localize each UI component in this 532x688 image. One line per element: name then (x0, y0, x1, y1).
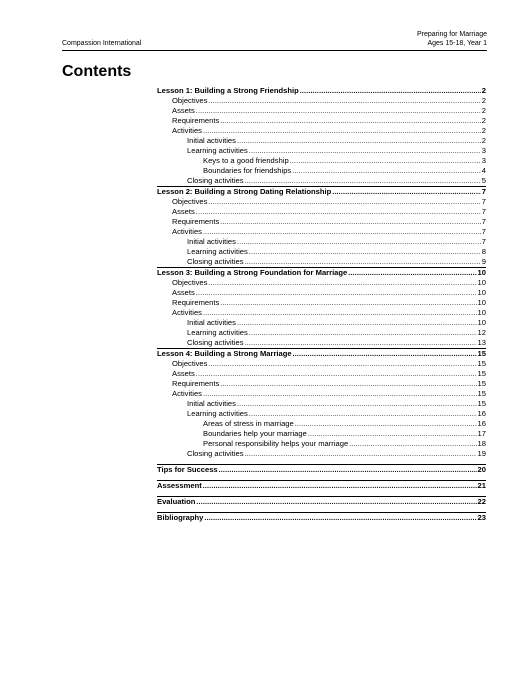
toc-entry-title: Learning activities (187, 409, 248, 418)
toc-page-number: 2 (481, 136, 486, 145)
toc-entry[interactable] (157, 308, 486, 318)
toc-page-number: 15 (477, 389, 486, 398)
toc-page-number: 10 (477, 268, 486, 277)
toc-entry-section[interactable] (157, 348, 486, 359)
toc-leader-dots (292, 167, 481, 176)
toc-entry-title: Objectives (172, 96, 208, 105)
toc-entry[interactable] (157, 369, 486, 379)
toc-page-number: 21 (477, 481, 486, 490)
toc-page-number: 23 (477, 513, 486, 522)
toc-entry-title: Learning activities (187, 247, 248, 256)
toc-entry[interactable] (157, 359, 486, 369)
toc-entry[interactable] (157, 237, 486, 247)
toc-page-number: 12 (477, 328, 486, 337)
toc-leader-dots (196, 289, 477, 298)
toc-leader-dots (203, 390, 477, 399)
toc-entry-section[interactable] (157, 86, 486, 96)
toc-entry[interactable] (157, 429, 486, 439)
toc-entry-title: Closing activities (187, 338, 244, 347)
toc-entry[interactable] (157, 146, 486, 156)
toc-page-number: 15 (477, 379, 486, 388)
toc-entry-title: Assessment (157, 481, 202, 490)
toc-leader-dots (348, 269, 476, 278)
toc-page-number: 19 (477, 449, 486, 458)
toc-page-number: 3 (481, 146, 486, 155)
toc-page-number: 16 (477, 419, 486, 428)
toc-leader-dots (220, 117, 480, 126)
table-of-contents (157, 86, 486, 523)
toc-entry-section[interactable] (157, 464, 486, 475)
header-rule (62, 50, 487, 51)
toc-leader-dots (208, 97, 480, 106)
toc-leader-dots (300, 87, 481, 96)
toc-entry-title: Initial activities (187, 399, 236, 408)
toc-entry-title: Assets (172, 207, 195, 216)
toc-entry[interactable] (157, 116, 486, 126)
toc-page-number: 3 (481, 156, 486, 165)
toc-leader-dots (332, 188, 481, 197)
toc-entry-title: Initial activities (187, 237, 236, 246)
toc-leader-dots (220, 380, 476, 389)
toc-entry[interactable] (157, 439, 486, 449)
toc-page-number: 18 (477, 439, 486, 448)
toc-entry-title: Activities (172, 227, 202, 236)
header-course-info (417, 31, 487, 48)
toc-page-number: 10 (477, 288, 486, 297)
toc-leader-dots (249, 329, 477, 338)
toc-leader-dots (204, 514, 476, 523)
toc-entry-title: Learning activities (187, 146, 248, 155)
toc-entry-title: Lesson 3: Building a Strong Foundation for Marriage (157, 268, 348, 277)
toc-page-number: 2 (481, 126, 486, 135)
toc-entry[interactable] (157, 298, 486, 308)
toc-entry-title: Lesson 2: Building a Strong Dating Relationship (157, 187, 332, 196)
toc-entry[interactable] (157, 227, 486, 237)
toc-leader-dots (290, 157, 481, 166)
toc-leader-dots (208, 279, 476, 288)
toc-entry[interactable] (157, 197, 486, 207)
toc-leader-dots (203, 309, 477, 318)
toc-leader-dots (203, 228, 481, 237)
toc-entry-section[interactable] (157, 480, 486, 491)
toc-leader-dots (220, 299, 476, 308)
toc-leader-dots (249, 147, 481, 156)
toc-page-number: 17 (477, 429, 486, 438)
toc-page-number: 8 (481, 247, 486, 256)
toc-page-number: 7 (481, 227, 486, 236)
toc-entry[interactable] (157, 389, 486, 399)
toc-entry[interactable] (157, 328, 486, 338)
toc-entry[interactable] (157, 106, 486, 116)
toc-leader-dots (237, 400, 477, 409)
toc-page-number: 22 (477, 497, 486, 506)
toc-entry[interactable] (157, 96, 486, 106)
toc-page-number: 7 (481, 217, 486, 226)
toc-entry-title: Closing activities (187, 449, 244, 458)
toc-page-number: 15 (477, 349, 486, 358)
toc-leader-dots (208, 198, 480, 207)
toc-entry[interactable] (157, 449, 486, 459)
toc-leader-dots (249, 410, 477, 419)
toc-entry-title: Areas of stress in marriage (203, 419, 294, 428)
toc-entry-title: Boundaries help your marriage (203, 429, 307, 438)
toc-entry-title: Evaluation (157, 497, 196, 506)
toc-entry[interactable] (157, 207, 486, 217)
toc-entry[interactable] (157, 176, 486, 186)
toc-entry-title: Keys to a good friendship (203, 156, 289, 165)
toc-leader-dots (196, 498, 476, 507)
header-course-title: Preparing for Marriage (416, 31, 487, 38)
toc-leader-dots (196, 208, 481, 217)
toc-page-number: 16 (477, 409, 486, 418)
toc-entry-title: Boundaries for friendships (203, 166, 292, 175)
toc-entry-title: Lesson 4: Building a Strong Marriage (157, 349, 292, 358)
toc-entry-title: Requirements (172, 379, 220, 388)
toc-leader-dots (308, 430, 477, 439)
toc-entry-section[interactable] (157, 186, 486, 197)
toc-entry-section[interactable] (157, 267, 486, 278)
toc-entry-section[interactable] (157, 512, 486, 523)
toc-entry[interactable] (157, 278, 486, 288)
toc-entry[interactable] (157, 318, 486, 328)
toc-entry-title: Closing activities (187, 257, 244, 266)
toc-entry[interactable] (157, 217, 486, 227)
toc-leader-dots (295, 420, 477, 429)
toc-entry[interactable] (157, 399, 486, 409)
toc-page-number: 10 (477, 308, 486, 317)
toc-entry-title: Closing activities (187, 176, 244, 185)
toc-page-number: 20 (477, 465, 486, 474)
toc-entry-title: Objectives (172, 278, 208, 287)
toc-page-number: 10 (477, 278, 486, 287)
toc-page-number: 15 (477, 399, 486, 408)
toc-leader-dots (293, 350, 477, 359)
toc-entry[interactable] (157, 247, 486, 257)
toc-leader-dots (245, 258, 481, 267)
toc-entry-title: Requirements (172, 116, 220, 125)
toc-leader-dots (203, 482, 477, 491)
toc-entry-title: Bibliography (157, 513, 204, 522)
toc-page-number: 2 (481, 106, 486, 115)
toc-entry-title: Objectives (172, 359, 208, 368)
toc-entry-title: Assets (172, 369, 195, 378)
toc-entry[interactable] (157, 409, 486, 419)
toc-page-number: 4 (481, 166, 486, 175)
toc-leader-dots (208, 360, 476, 369)
toc-leader-dots (220, 218, 480, 227)
toc-entry-title: Assets (172, 106, 195, 115)
toc-entry-title: Activities (172, 126, 202, 135)
toc-leader-dots (203, 127, 481, 136)
toc-entry[interactable] (157, 126, 486, 136)
toc-page-number: 9 (481, 257, 486, 266)
toc-leader-dots (219, 466, 477, 475)
toc-leader-dots (349, 440, 476, 449)
toc-entry-title: Initial activities (187, 136, 236, 145)
header-course-age: Ages 15-18, Year 1 (427, 39, 487, 47)
toc-page-number: 5 (481, 176, 486, 185)
toc-entry-title: Initial activities (187, 318, 236, 327)
toc-page-number: 10 (477, 298, 486, 307)
toc-entry-section[interactable] (157, 496, 486, 507)
toc-leader-dots (237, 238, 481, 247)
toc-entry-title: Activities (172, 389, 202, 398)
toc-page-number: 2 (481, 96, 486, 105)
toc-entry[interactable] (157, 288, 486, 298)
toc-entry[interactable] (157, 257, 486, 267)
toc-entry[interactable] (157, 166, 486, 176)
toc-entry-title: Objectives (172, 197, 208, 206)
toc-page-number: 7 (481, 237, 486, 246)
toc-page-number: 7 (481, 187, 486, 196)
toc-page-number: 7 (481, 197, 486, 206)
toc-entry[interactable] (157, 338, 486, 348)
toc-leader-dots (196, 107, 481, 116)
toc-leader-dots (196, 370, 477, 379)
toc-entry-title: Requirements (172, 298, 220, 307)
toc-page-number: 10 (477, 318, 486, 327)
toc-leader-dots (245, 177, 481, 186)
toc-entry-title: Requirements (172, 217, 220, 226)
toc-page-number: 7 (481, 207, 486, 216)
toc-entry[interactable] (157, 379, 486, 389)
toc-entry-title: Lesson 1: Building a Strong Friendship (157, 86, 299, 95)
toc-page-number: 15 (477, 359, 486, 368)
toc-entry-title: Assets (172, 288, 195, 297)
toc-page-number: 13 (477, 338, 486, 347)
toc-leader-dots (237, 137, 481, 146)
toc-entry-title: Personal responsibility helps your marriage (203, 439, 349, 448)
toc-entry[interactable] (157, 136, 486, 146)
toc-leader-dots (237, 319, 477, 328)
toc-entry-title: Tips for Success (157, 465, 218, 474)
toc-entry[interactable] (157, 156, 486, 166)
toc-page-number: 2 (481, 86, 486, 95)
toc-leader-dots (249, 248, 481, 257)
toc-entry[interactable] (157, 419, 486, 429)
toc-leader-dots (245, 450, 477, 459)
toc-entry-title: Learning activities (187, 328, 248, 337)
toc-page-number: 15 (477, 369, 486, 378)
page-title: Contents (62, 63, 132, 80)
toc-leader-dots (245, 339, 477, 348)
toc-page-number: 2 (481, 116, 486, 125)
header-organization: Compassion International (62, 40, 142, 47)
toc-entry-title: Activities (172, 308, 202, 317)
